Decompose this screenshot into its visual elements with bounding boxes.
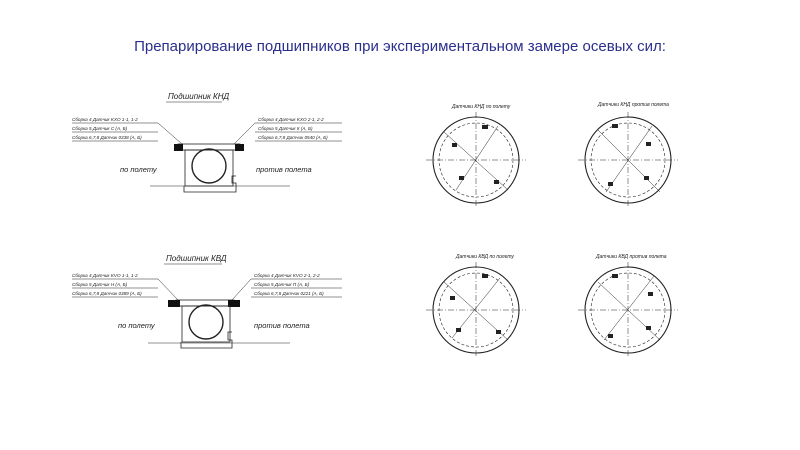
kvd-left-note-3: Сборка 6,7,8 Датчик 0389 (А, Б) — [72, 291, 142, 296]
knd-right-direction: против полета — [256, 165, 312, 174]
bearing-kvd-title: Подшипник КВД — [166, 254, 227, 263]
knd-left-note-2: Сборка 5 Датчик С (А, Б) — [72, 126, 128, 131]
ring-2-label: Датчики КНД против полета — [598, 102, 669, 108]
ring-4-label: Датчики КВД против полета — [596, 254, 667, 260]
bearing-knd-drawing — [72, 92, 342, 192]
kvd-right-direction: против полета — [254, 321, 310, 330]
knd-right-note-1: Сборка 4 Датчик KXO 2-1, 2-2 — [258, 117, 324, 122]
page-title: Препарирование подшипников при экспериментальном замере осевых сил: — [134, 38, 666, 55]
knd-right-note-2: Сборка 5 Датчик К (А, Б) — [258, 126, 313, 131]
kvd-right-note-1: Сборка 4 Датчик KVO 2-1, 2-2 — [254, 273, 320, 278]
kvd-left-note-2: Сборка 5 Датчик Н (А, Б) — [72, 282, 128, 287]
kvd-left-note-1: Сборка 4 Датчик KVO 1-1, 1-2 — [72, 273, 138, 278]
knd-right-note-3: Сборка 6,7,8 Датчик 0540 (А, Б) — [258, 135, 328, 140]
sensor-ring-3 — [426, 254, 526, 358]
ring-3-label: Датчики КВД по полету — [456, 254, 514, 260]
kvd-right-note-2: Сборка 5 Датчик П (А, Б) — [254, 282, 310, 287]
bearing-kvd-drawing — [72, 254, 342, 348]
kvd-left-direction: по полету — [118, 321, 155, 330]
bearing-knd-title: Подшипник КНД — [168, 92, 230, 101]
knd-left-direction: по полету — [120, 165, 157, 174]
sensor-ring-4 — [578, 254, 678, 358]
knd-left-note-3: Сборка 6,7,8 Датчик 0338 (А, Б) — [72, 135, 142, 140]
sensor-ring-2 — [578, 102, 678, 208]
knd-left-note-1: Сборка 4 Датчик KXO 1-1, 1-2 — [72, 117, 138, 122]
kvd-right-note-3: Сборка 6,7,8 Датчик 0221 (А, Б) — [254, 291, 324, 296]
sensor-ring-1 — [426, 104, 526, 208]
ring-1-label: Датчики КНД по полету — [452, 104, 511, 110]
